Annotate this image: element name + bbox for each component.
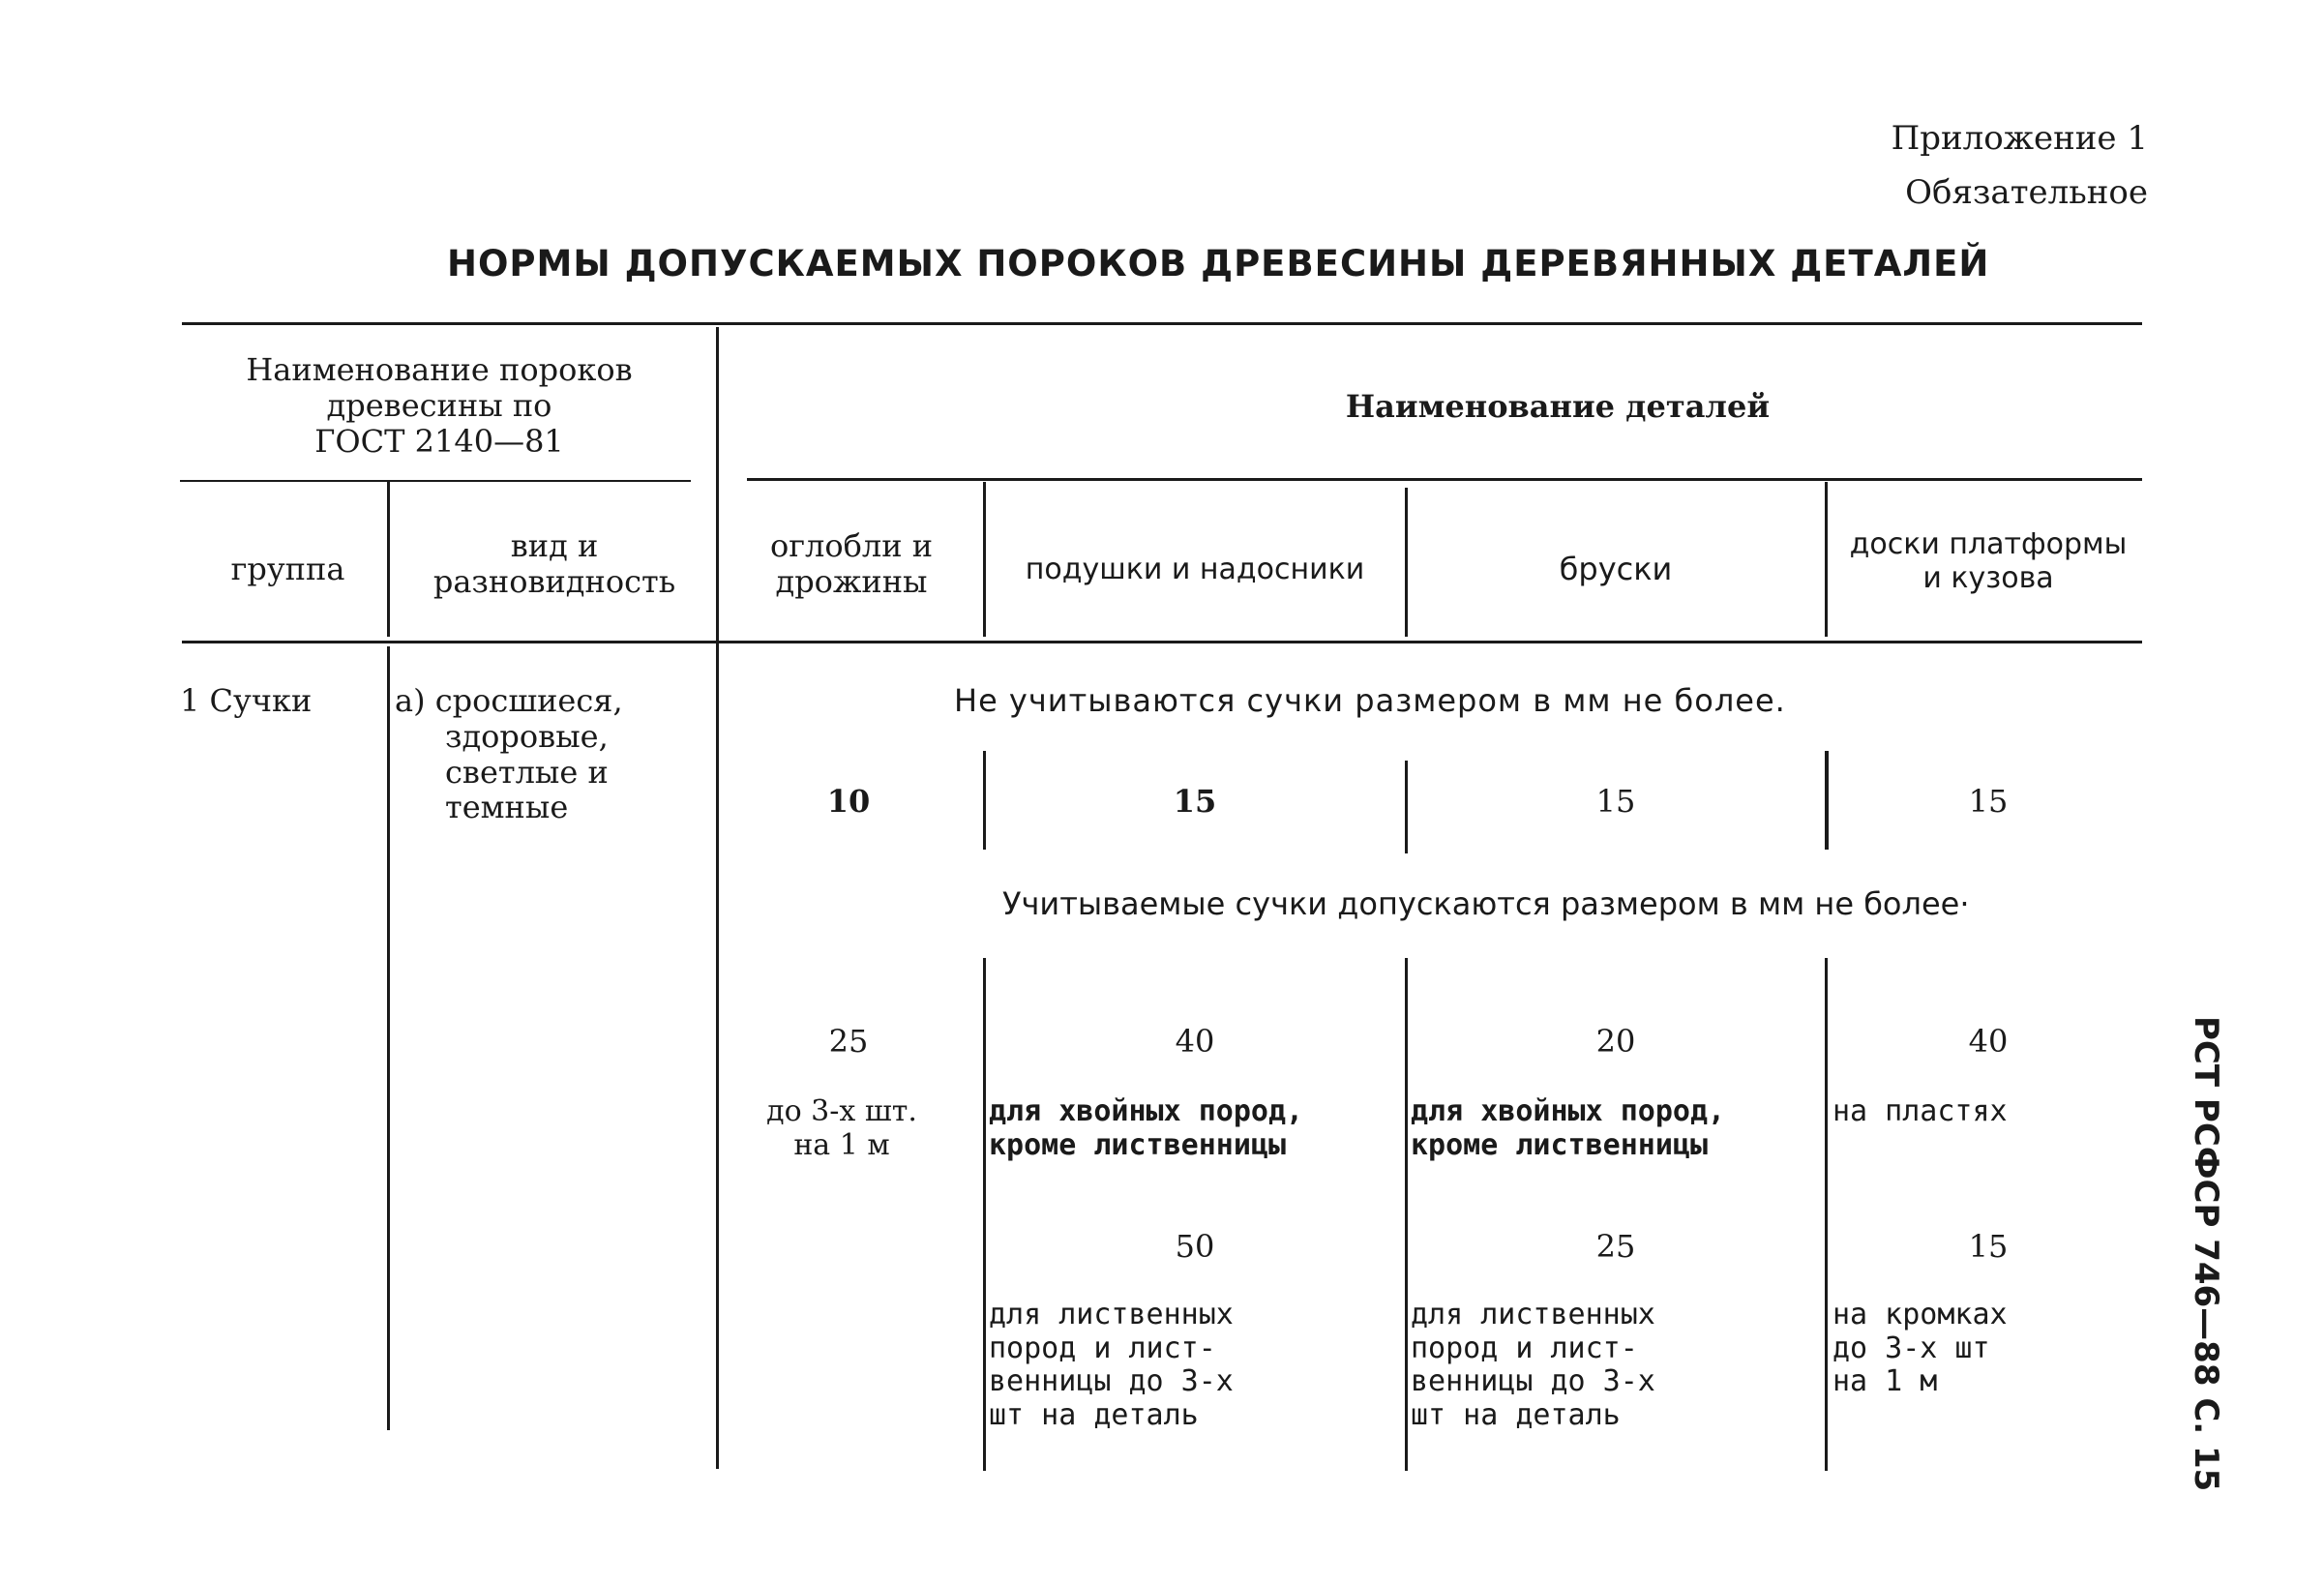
header-col3: бруски <box>1559 551 1673 587</box>
col1-col2-divider-b <box>983 958 986 1471</box>
counted2-note-col3-line-3: венницы до 3-х <box>1411 1364 1655 1398</box>
not-counted-col4: 15 <box>1968 783 2009 820</box>
header-group: группа <box>230 551 345 587</box>
page-title: НОРМЫ ДОПУСКАЕМЫХ ПОРОКОВ ДРЕВЕСИНЫ ДЕРЕВЯННЫХ ДЕТАЛЕЙ <box>447 243 1990 284</box>
counted1-col3: 20 <box>1595 1023 1636 1060</box>
counted1-note-col3 <box>1411 1095 1725 1162</box>
row-kind-line-4: темные <box>445 789 569 826</box>
counted2-note-col4-line-3: на 1 м <box>1832 1364 1938 1398</box>
counted1-note-col3-line-2: кроме лиственницы <box>1411 1127 1709 1162</box>
counted2-col3: 25 <box>1595 1228 1636 1265</box>
row-kind-line-3: светлые и <box>445 753 609 791</box>
table-top-rule <box>182 322 2142 325</box>
row-kind-line-2: здоровые, <box>445 717 609 755</box>
appendix-label: Приложение 1 <box>1891 119 2148 158</box>
header-col1 <box>724 528 979 600</box>
counted2-col2: 50 <box>1175 1228 1215 1265</box>
counted1-note-col1-line-1: до 3-х шт. <box>766 1094 917 1128</box>
header-kind-line-2: разновидность <box>432 562 676 600</box>
counted1-col2: 40 <box>1175 1023 1215 1060</box>
appendix-status: Обязательное <box>1905 173 2148 212</box>
header-defects-line-2: древесины по <box>326 386 552 424</box>
counted2-note-col3 <box>1411 1299 1655 1432</box>
col2-col3-divider-a <box>1405 761 1408 853</box>
header-col4-line-2: и кузова <box>1922 560 2054 595</box>
header-kind <box>395 528 714 600</box>
counted1-col4: 40 <box>1968 1023 2009 1060</box>
counted1-note-col1-line-2: на 1 м <box>793 1127 890 1162</box>
group-kind-divider-body <box>387 646 390 1430</box>
col2-col3-divider-head <box>1405 488 1408 637</box>
counted2-note-col3-line-4: шт на деталь <box>1411 1397 1621 1432</box>
col3-col4-divider-a <box>1825 751 1829 850</box>
note-counted: Учитываемые сучки допускаются размером в мм не более· <box>1002 885 1970 922</box>
counted2-note-col3-line-2: пород и лист- <box>1411 1331 1638 1365</box>
counted2-col4: 15 <box>1968 1228 2009 1265</box>
counted1-note-col4-line-1: на пластях <box>1832 1094 2008 1128</box>
row-group: 1 Сучки <box>180 682 313 719</box>
header-col4-line-1: доски платформы <box>1849 527 2128 561</box>
header-col1-line-2: дрожины <box>775 562 928 600</box>
counted2-note-col2-line-4: шт на деталь <box>989 1397 1199 1432</box>
col2-col3-divider-b <box>1405 958 1408 1471</box>
counted1-note-col2-line-2: кроме лиственницы <box>989 1127 1287 1162</box>
counted1-col1: 25 <box>828 1023 869 1060</box>
col3-col4-divider-head <box>1825 482 1828 637</box>
header-left-rule <box>180 480 691 482</box>
col1-col2-divider-a <box>983 751 986 850</box>
side-standard-label: РСТ РСФСР 746—88 С. 15 <box>2187 1016 2225 1492</box>
not-counted-col1: 10 <box>826 783 871 820</box>
counted2-note-col2-line-2: пород и лист- <box>989 1331 1216 1365</box>
not-counted-col2: 15 <box>1173 783 1217 820</box>
counted1-note-col4 <box>1832 1095 2008 1129</box>
header-defects-name <box>190 352 689 459</box>
header-bottom-rule <box>182 641 2142 643</box>
header-defects-line-1: Наименование пороков <box>246 351 633 388</box>
counted1-note-col1 <box>718 1095 966 1162</box>
not-counted-col3: 15 <box>1595 783 1636 820</box>
counted2-note-col2 <box>989 1299 1234 1432</box>
col1-col2-divider-head <box>983 482 986 637</box>
header-right-rule <box>747 478 2142 481</box>
header-kind-line-1: вид и <box>510 527 599 564</box>
header-col2: подушки и надосники <box>1025 553 1365 586</box>
counted2-note-col4-line-2: до 3-х шт <box>1832 1331 1990 1365</box>
header-col4 <box>1831 528 2146 595</box>
row-kind <box>395 683 623 825</box>
header-details-name: Наименование деталей <box>1345 388 1771 425</box>
header-defects-line-3: ГОСТ 2140—81 <box>314 422 564 460</box>
header-col1-line-1: оглобли и <box>769 527 934 564</box>
col3-col4-divider-b <box>1825 958 1828 1471</box>
counted2-note-col3-line-1: для лиственных <box>1411 1298 1655 1331</box>
group-kind-divider <box>387 482 390 637</box>
counted2-note-col4 <box>1832 1299 2008 1399</box>
row-kind-line-1: а) сросшиеся, <box>395 682 623 719</box>
counted1-note-col2 <box>989 1095 1303 1162</box>
counted2-note-col4-line-1: на кромках <box>1832 1298 2008 1331</box>
counted2-note-col2-line-1: для лиственных <box>989 1298 1234 1331</box>
main-vertical-divider <box>716 327 719 1469</box>
counted1-note-col2-line-1: для хвойных пород, <box>989 1094 1304 1128</box>
counted1-note-col3-line-1: для хвойных пород, <box>1411 1094 1726 1128</box>
counted2-note-col2-line-3: венницы до 3-х <box>989 1364 1234 1398</box>
note-not-counted: Не учитываются сучки размером в мм не более. <box>954 682 1786 719</box>
